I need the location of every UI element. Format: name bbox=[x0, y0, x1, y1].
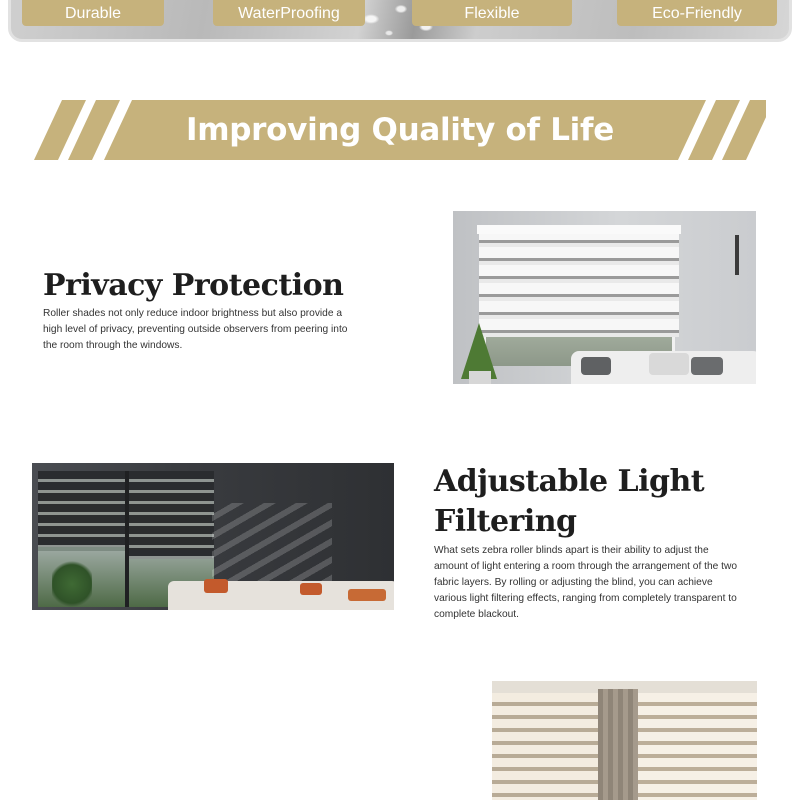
privacy-heading: Privacy Protection bbox=[43, 268, 344, 303]
zebra-blind-image bbox=[638, 693, 757, 800]
banner-title: Improving Quality of Life bbox=[186, 112, 614, 148]
light-line: various light filtering effects, ranging from completely transparent to bbox=[434, 593, 737, 604]
privacy-description bbox=[43, 306, 378, 354]
plant-image bbox=[52, 559, 92, 609]
light-line: amount of light entering a room through the arrangement of the two bbox=[434, 561, 737, 572]
privacy-line: the room through the windows. bbox=[43, 340, 183, 351]
light-line: fabric layers. By rolling or adjusting the blind, you can achieve bbox=[434, 577, 713, 588]
zebra-blind-image bbox=[492, 693, 604, 800]
privacy-line: high level of privacy, preventing outside observers from peering into bbox=[43, 324, 348, 335]
light-filtering-description bbox=[434, 543, 769, 623]
zebra-blind-image bbox=[38, 471, 126, 547]
light-filtering-room-photo bbox=[32, 463, 394, 610]
light-line: What sets zebra roller blinds apart is their ability to adjust the bbox=[434, 545, 709, 556]
light-line: complete blackout. bbox=[434, 609, 519, 620]
privacy-room-photo bbox=[453, 211, 756, 384]
light-heading-line: Filtering bbox=[434, 504, 577, 539]
corner-blinds-photo bbox=[492, 681, 757, 800]
privacy-line: Roller shades not only reduce indoor brightness but also provide a bbox=[43, 308, 343, 319]
zebra-blind-image bbox=[128, 471, 214, 559]
feature-badge-eco-friendly: Eco-Friendly bbox=[617, 0, 777, 26]
light-heading-line: Adjustable Light bbox=[434, 464, 705, 499]
feature-badge-durable: Durable bbox=[22, 0, 164, 26]
curtain-image bbox=[598, 689, 638, 800]
light-filtering-heading bbox=[434, 462, 764, 542]
zebra-blind-image bbox=[479, 229, 679, 337]
feature-badge-waterproofing: WaterProofing bbox=[213, 0, 365, 26]
feature-badge-flexible: Flexible bbox=[412, 0, 572, 26]
